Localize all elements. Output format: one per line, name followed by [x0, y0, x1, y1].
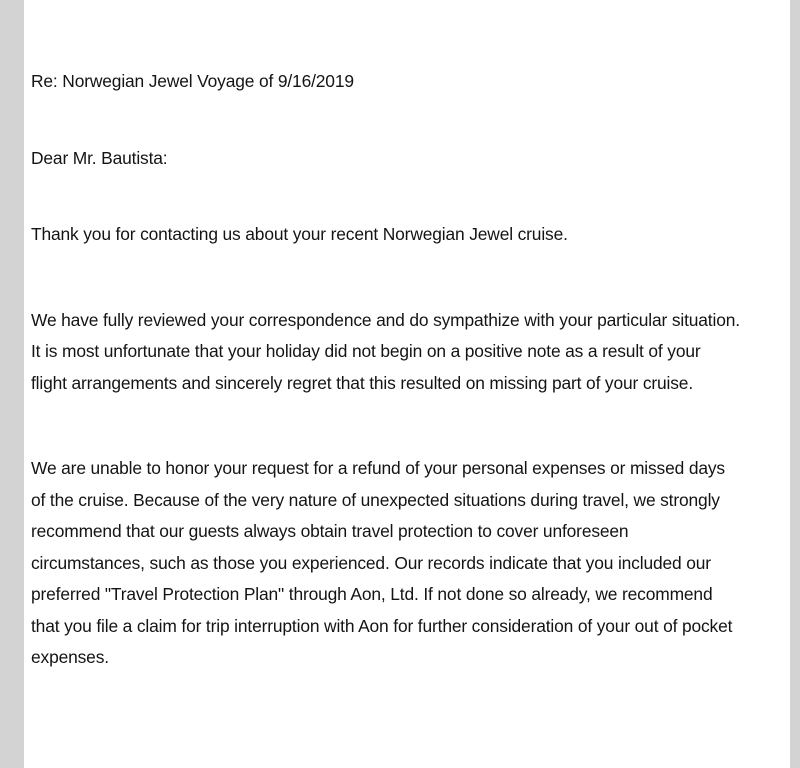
- salutation: Dear Mr. Bautista:: [31, 147, 168, 168]
- paragraph-line: that you file a claim for trip interruption with Aon for further consideration of your out of pocket: [31, 615, 733, 636]
- paragraph-line: We have fully reviewed your correspondence and do sympathize with your particular situation.: [31, 309, 740, 330]
- paragraph-line: It is most unfortunate that your holiday did not begin on a positive note as a result of your: [31, 341, 701, 361]
- paragraph-line: preferred "Travel Protection Plan" through Aon, Ltd. If not done so already, we recommend: [31, 584, 713, 604]
- paragraph-line: We are unable to honor your request for a refund of your personal expenses or missed days: [31, 458, 725, 478]
- paragraph-line: of the cruise. Because of the very nature of unexpected situations during travel, we strongly: [31, 489, 720, 510]
- letter-body: [31, 66, 790, 674]
- paragraph-line: Thank you for contacting us about your recent Norwegian Jewel cruise.: [31, 224, 568, 244]
- paragraph-line: recommend that our guests always obtain travel protection to cover unforeseen: [31, 521, 629, 541]
- paragraph-line: flight arrangements and sincerely regret that this resulted on missing part of your cruise.: [31, 372, 694, 393]
- paragraph-line: circumstances, such as those you experienced. Our records indicate that you included our: [31, 552, 711, 573]
- paragraph-2: [31, 305, 790, 400]
- letter-page: [24, 0, 790, 768]
- subject-line: Re: Norwegian Jewel Voyage of 9/16/2019: [31, 71, 354, 91]
- paragraph-line: expenses.: [31, 647, 109, 667]
- paragraph-1: [31, 219, 790, 251]
- paragraph-3: [31, 453, 790, 674]
